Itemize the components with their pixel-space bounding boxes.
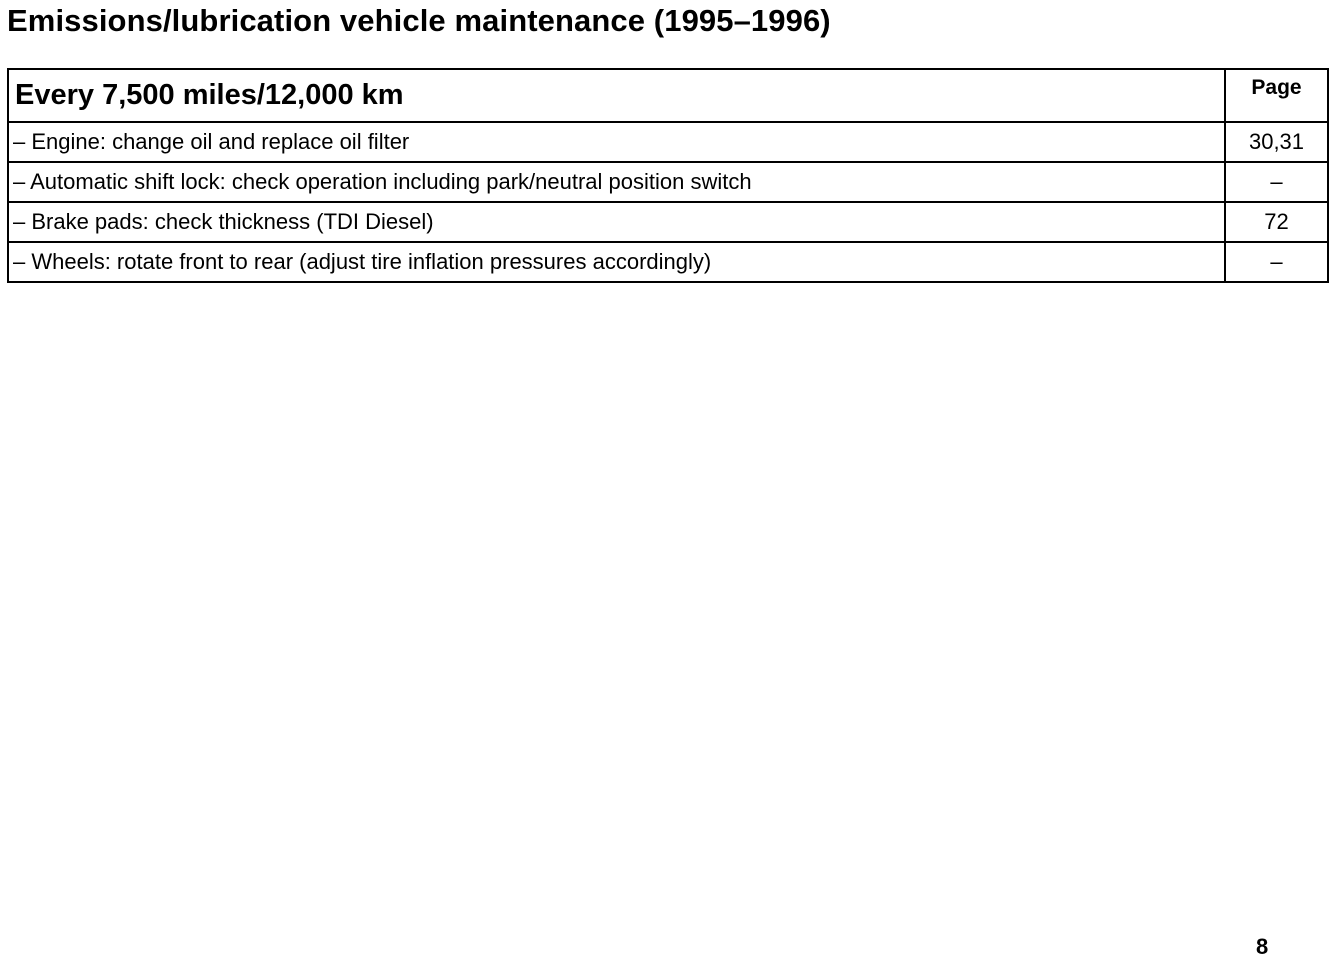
table-row [8,122,1328,162]
task-brake-pads: – Brake pads: check thickness (TDI Diesel) [8,202,1225,242]
page-ref-engine-oil: 30,31 [1225,122,1328,162]
table-header-row [8,69,1328,122]
page-title: Emissions/lubrication vehicle maintenance (1995–1996) [7,3,831,38]
task-engine-oil: – Engine: change oil and replace oil filter [8,122,1225,162]
table-row [8,162,1328,202]
page-ref-brake-pads: 72 [1225,202,1328,242]
maintenance-schedule-table [7,68,1329,283]
page-column-heading: Page [1225,69,1328,122]
page-ref-wheels: – [1225,242,1328,282]
interval-heading: Every 7,500 miles/12,000 km [8,69,1225,122]
table-row [8,242,1328,282]
page-ref-shift-lock: – [1225,162,1328,202]
page-number: 8 [1256,934,1269,959]
table-row [8,202,1328,242]
task-shift-lock: – Automatic shift lock: check operation including park/neutral position switch [8,162,1225,202]
task-wheels: – Wheels: rotate front to rear (adjust tire inflation pressures accordingly) [8,242,1225,282]
